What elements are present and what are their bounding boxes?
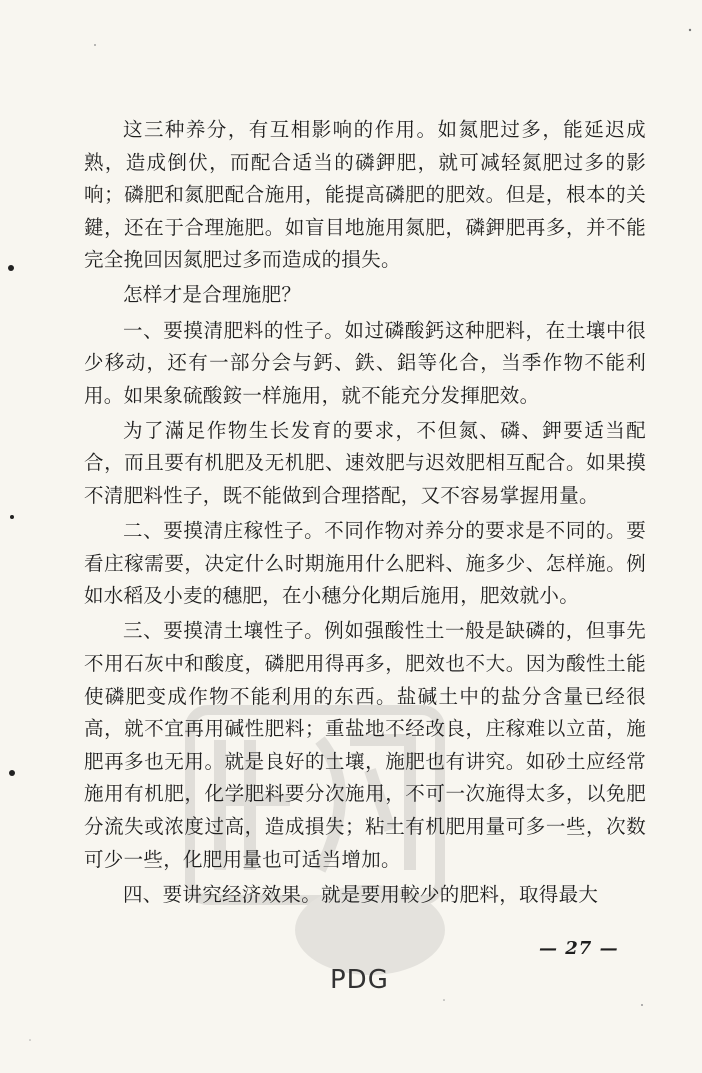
margin-dot	[9, 770, 15, 776]
paragraph: 一、要摸清肥料的性子。如过磷酸鈣这种肥料，在土壤中很少移动，还有一部分会与鈣、鉄、鋁等化合，当季作物不能利用。如果象硫酸銨一样施用，就不能充分发揮肥效。	[84, 318, 646, 407]
margin-dot	[10, 515, 14, 519]
margin-dot	[8, 265, 14, 271]
watermark-pdg: PDG	[330, 965, 389, 995]
paragraph: 为了滿足作物生长发育的要求，不但氮、磷、鉀要适当配合，而且要有机肥及无机肥、速效肥与迟效肥相互配合。如果摸不清肥料性子，既不能做到合理搭配，又不容易掌握用量。	[84, 418, 646, 508]
page-number: — 27 —	[539, 938, 619, 959]
paragraph: 三、要摸清土壤性子。例如强酸性土一般是缺磷的，但事先不用石灰中和酸度，磷肥用得再多，肥效也不大。因为酸性土能使磷肥变成作物不能利用的东西。盐碱土中的盐分含量已经很高，就不宜再用碱性肥料；重盐地不经改良，庄稼难以立苗，施肥再多也无用。就是良好的土壤，施肥也有讲究。如砂土应经常施用有机肥，化学肥料要分次施用，不可一次施得太多，以免肥分流失或浓度过高，造成損失；粘土有机肥用量可多一些，次数可少一些，化肥用量也可适当增加。	[84, 619, 646, 871]
paragraph: 二、要摸清庄稼性子。不同作物对养分的要求是不同的。要看庄稼需要，决定什么时期施用什么肥料、施多少、怎样施。例如水稻及小麦的穗肥，在小穗分化期后施用，肥效就小。	[84, 519, 646, 608]
paragraph: 四、要讲究经济效果。就是要用較少的肥料，取得最大	[123, 882, 599, 906]
paragraph: 怎样才是合理施肥？	[123, 283, 302, 307]
body-text	[84, 114, 646, 914]
paragraph: 这三种养分，有互相影响的作用。如氮肥过多，能延迟成熟，造成倒伏，而配合适当的磷鉀肥，就可减轻氮肥过多的影响；磷肥和氮肥配合施用，能提高磷肥的肥效。但是，根本的关鍵，还在于合理施肥。如盲目地施用氮肥，磷鉀肥再多，并不能完全挽回因氮肥过多而造成的損失。	[84, 118, 646, 272]
